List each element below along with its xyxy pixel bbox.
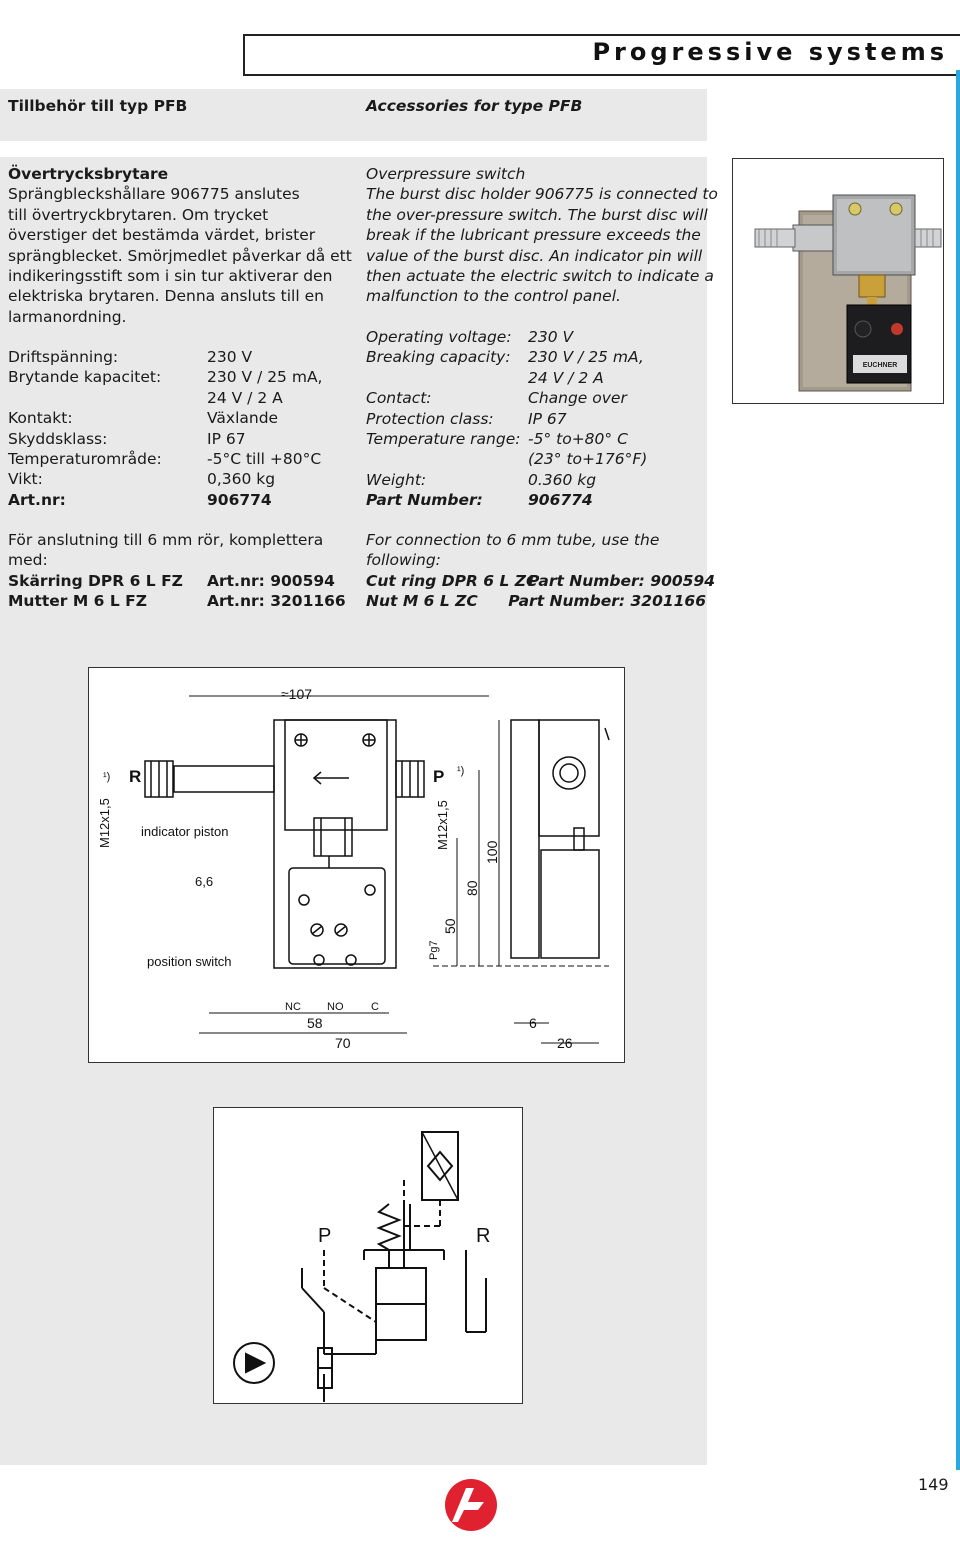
dim-100: 100 [484,840,500,864]
sv-spec-row [8,367,348,387]
en-spec-label: Contact: [366,389,432,408]
en-description [366,184,718,306]
port-r-label: R [129,767,142,786]
sv-column [8,164,352,327]
sv-spec-value: Växlande [207,409,279,428]
section-title-sv: Tillbehör till typ PFB [8,97,188,115]
sv-desc-line: sprängblecket. Smörjmedlet påverkar då ett [8,246,352,265]
sv-desc-line: elektriska brytaren. Denna ansluts till en [8,287,324,306]
thread-left-label: M12x1,5 [97,798,112,848]
en-part-name: Nut M 6 L ZC [366,592,478,611]
dim-107: ≈107 [281,686,313,702]
sv-spec-value: 230 V [207,348,253,366]
pg7-label: Pg7 [428,940,440,960]
sv-spec-label [8,388,207,408]
en-desc-line: the over-pressure switch. The burst disc will [366,205,708,224]
en-part-number: Part Number: 900594 [528,571,715,590]
en-spec-value: 906774 [528,491,593,510]
footnote-marker-right: ¹) [457,765,465,777]
en-spec-row [366,368,706,388]
en-spec-label: Protection class: [366,409,494,428]
company-logo [444,1478,498,1532]
sv-spec-row [8,469,348,489]
sv-part-row [8,591,353,611]
sv-spec-label: Driftspänning: [8,348,119,366]
sv-spec-label: Brytande kapacitet: [8,368,162,387]
en-spec-value: 0.360 kg [528,470,597,489]
en-spec-value: 24 V / 2 A [528,368,604,387]
sv-spec-row [8,490,348,510]
sv-spec-label: Skyddsklass: [8,429,108,448]
product-photo [732,158,944,404]
en-desc-line: value of the burst disc. An indicator pin will [366,246,703,265]
indicator-piston-label: indicator piston [141,824,229,839]
sv-heading: Övertrycksbrytare [8,165,169,183]
circuit-schematic-svg [214,1108,521,1402]
en-spec-row [366,409,706,429]
sv-spec-row [8,388,348,408]
sv-spec-value: 24 V / 2 A [207,388,283,407]
en-spec-value: -5° to+80° C [528,430,628,449]
sv-desc-line: till övertryckbrytaren. Om trycket [8,205,269,224]
en-desc-line: The burst disc holder 906775 is connected to [366,185,718,204]
dimension-drawing [88,667,625,1063]
sv-part-name: Mutter M 6 L FZ [8,592,147,611]
en-desc-line: then actuate the electric switch to indicate a [366,267,714,286]
en-spec-label: Breaking capacity: [366,348,511,367]
sv-connection [8,530,353,612]
port-p-label: P [433,767,445,786]
en-spec-row [366,449,706,469]
dim-6: 6 [529,1015,537,1031]
en-spec-label: Part Number: [366,491,483,510]
sv-spec-label: Kontakt: [8,409,73,428]
circuit-schematic [213,1107,523,1404]
en-spec-row [366,327,706,347]
schematic-port-r: R [476,1225,491,1247]
sv-spec-label: Temperaturområde: [8,450,162,469]
product-photo-illustration [733,159,942,402]
sv-spec-value: IP 67 [207,429,246,448]
dim-6-6: 6,6 [195,874,214,889]
en-spec-value: 230 V / 25 mA, [528,348,644,367]
sv-description [8,184,352,327]
en-spec-row [366,429,706,449]
en-specs [366,327,706,511]
sv-spec-row [8,429,348,449]
sv-spec-value: 230 V / 25 mA, [207,368,323,387]
en-column [366,164,718,307]
sv-desc-line: Sprängbleckshållare 906775 anslutes [8,185,300,204]
footnote-marker-left: ¹) [103,771,111,783]
contact-c-label: C [371,1001,379,1013]
sv-desc-line: larmanordning. [8,307,127,326]
section-title-en: Accessories for type PFB [366,97,583,115]
contact-nc-label: NC [285,1001,301,1013]
contact-no-label: NO [327,1001,344,1013]
en-spec-value: (23° to+176°F) [528,450,648,469]
photo-brand-label: EUCHNER [862,362,898,369]
sv-part-number: Art.nr: 3201166 [207,592,346,611]
schematic-port-p: P [318,1225,332,1247]
en-part-name: Cut ring DPR 6 L ZC [366,571,538,590]
en-spec-row [366,388,706,408]
sv-spec-label: Vikt: [8,470,43,489]
sv-desc-line: indikeringsstift som i sin tur aktiverar den [8,267,333,286]
sv-spec-row [8,347,348,367]
sv-connection-line: med: [8,551,48,570]
page-header-title: Progressive systems [592,38,948,66]
en-connection-line: For connection to 6 mm tube, use the [366,531,660,549]
sv-spec-label: Art.nr: [8,490,66,509]
sv-spec-row [8,449,348,469]
sv-spec-value: 0,360 kg [207,470,276,489]
sv-part-row [8,571,353,591]
en-spec-value: Change over [528,389,627,408]
sv-connection-line: För anslutning till 6 mm rör, komplettera [8,531,324,549]
sv-spec-row [8,408,348,428]
thread-right-label: M12x1,5 [435,800,450,850]
en-spec-label: Operating voltage: [366,328,512,346]
dim-26: 26 [557,1035,573,1051]
en-spec-label: Weight: [366,470,427,489]
dim-58: 58 [307,1015,323,1031]
en-heading: Overpressure switch [366,165,526,183]
sv-spec-value: 906774 [207,490,272,509]
en-part-row [366,591,706,611]
dimension-drawing-svg [89,668,623,1061]
dim-50: 50 [442,918,458,934]
en-part-row [366,571,715,591]
position-switch-label: position switch [147,954,232,969]
sv-spec-value: -5°C till +80°C [207,450,322,469]
en-spec-label: Temperature range: [366,430,521,449]
en-connection [366,530,715,612]
en-spec-row [366,470,706,490]
edge-accent-bar [956,70,960,1470]
en-spec-value: IP 67 [528,409,567,428]
en-desc-line: break if the lubricant pressure exceeds the [366,226,701,245]
sv-part-name: Skärring DPR 6 L FZ [8,571,183,590]
page-number: 149 [918,1475,949,1494]
en-part-number: Part Number: 3201166 [508,592,706,611]
en-spec-row [366,490,706,510]
en-spec-row [366,347,706,367]
en-spec-label [366,368,528,388]
en-connection-line: following: [366,551,441,570]
en-spec-value: 230 V [528,328,574,346]
company-logo-icon [444,1478,498,1532]
sv-specs [8,347,348,510]
sv-part-number: Art.nr: 900594 [207,571,335,590]
en-desc-line: malfunction to the control panel. [366,287,621,306]
dim-80: 80 [464,880,480,896]
dim-70: 70 [335,1035,351,1051]
sv-desc-line: överstiger det bestämda värdet, brister [8,226,316,245]
en-spec-label [366,449,528,469]
